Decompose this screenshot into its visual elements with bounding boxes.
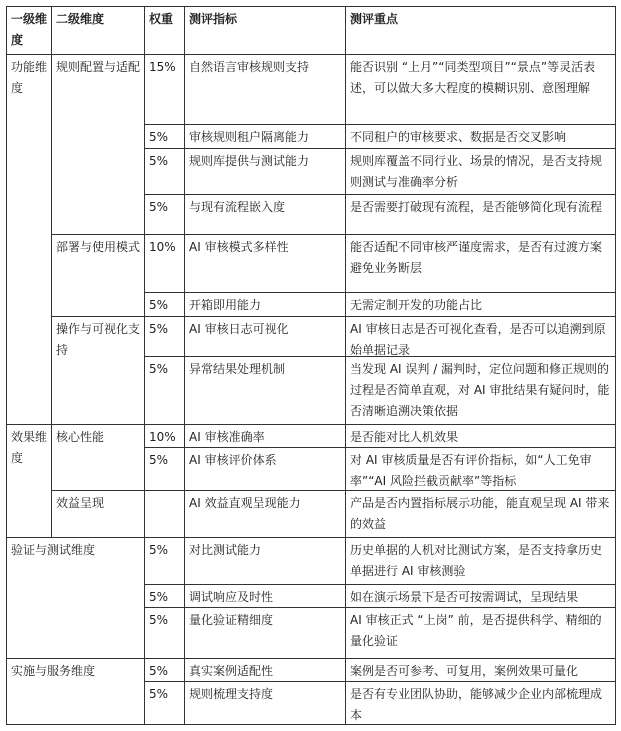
focus-cell: 当发现 AI 误判 / 漏判时，定位问题和修正规则的过程是否简单直观，对 AI 审批结果有疑问时，能否清晰追溯决策依据: [345, 356, 616, 425]
focus-cell: 是否需要打破现有流程，是否能够简化现有流程: [345, 194, 616, 235]
level1-cell: 实施与服务维度: [6, 658, 145, 725]
indicator-cell: AI 审核准确率: [184, 424, 346, 448]
level1-cell: 功能维度: [6, 54, 52, 425]
indicator-cell: 对比测试能力: [184, 537, 346, 585]
weight-cell: 10%: [144, 424, 185, 448]
indicator-cell: AI 审核模式多样性: [184, 234, 346, 293]
indicator-cell: 与现有流程嵌入度: [184, 194, 346, 235]
indicator-cell: 真实案例适配性: [184, 658, 346, 682]
weight-cell: 5%: [144, 607, 185, 659]
header-focus: 测评重点: [345, 6, 616, 55]
level1-cell: 验证与测试维度: [6, 537, 145, 659]
weight-cell: 5%: [144, 584, 185, 608]
indicator-cell: AI 审核日志可视化: [184, 316, 346, 357]
focus-cell: 案例是否可参考、可复用，案例效果可量化: [345, 658, 616, 682]
focus-cell: 规则库覆盖不同行业、场景的情况，是否支持规则测试与准确率分析: [345, 148, 616, 195]
weight-cell: 5%: [144, 148, 185, 195]
indicator-cell: AI 审核评价体系: [184, 447, 346, 491]
weight-cell: 5%: [144, 194, 185, 235]
level2-cell: 规则配置与适配: [51, 54, 145, 235]
weight-cell: 5%: [144, 316, 185, 357]
indicator-cell: AI 效益直观呈现能力: [184, 490, 346, 538]
weight-cell: 5%: [144, 124, 185, 149]
focus-cell: 能否适配不同审核严谨度需求，是否有过渡方案避免业务断层: [345, 234, 616, 293]
weight-cell: [144, 490, 185, 538]
level2-cell: 效益呈现: [51, 490, 145, 538]
indicator-cell: 审核规则租户隔离能力: [184, 124, 346, 149]
evaluation-table: [6, 6, 615, 724]
indicator-cell: 规则梳理支持度: [184, 681, 346, 725]
focus-cell: 无需定制开发的功能占比: [345, 292, 616, 317]
focus-cell: 如在演示场景下是否可按需调试，呈现结果: [345, 584, 616, 608]
focus-cell: AI 审核日志是否可视化查看，是否可以追溯到原始单据记录: [345, 316, 616, 357]
weight-cell: 5%: [144, 658, 185, 682]
indicator-cell: 量化验证精细度: [184, 607, 346, 659]
weight-cell: 5%: [144, 292, 185, 317]
header-weight: 权重: [144, 6, 185, 55]
weight-cell: 5%: [144, 681, 185, 725]
weight-cell: 15%: [144, 54, 185, 125]
indicator-cell: 自然语言审核规则支持: [184, 54, 346, 125]
header-level1: 一级维度: [6, 6, 52, 55]
focus-cell: AI 审核正式 “上岗” 前，是否提供科学、精细的量化验证: [345, 607, 616, 659]
focus-cell: 对 AI 审核质量是否有评价指标，如“人工免审率”“AI 风险拦截贡献率”等指标: [345, 447, 616, 491]
weight-cell: 5%: [144, 537, 185, 585]
level2-cell: 操作与可视化支持: [51, 316, 145, 425]
level2-cell: 部署与使用模式: [51, 234, 145, 317]
level1-cell: 效果维度: [6, 424, 52, 538]
focus-cell: 产品是否内置指标展示功能，能直观呈现 AI 带来的效益: [345, 490, 616, 538]
focus-cell: 是否能对比人机效果: [345, 424, 616, 448]
indicator-cell: 异常结果处理机制: [184, 356, 346, 425]
header-level2: 二级维度: [51, 6, 145, 55]
focus-cell: 能否识别 “上月”“同类型项目”“景点”等灵活表述，可以做大多大程度的模糊识别、意图理解: [345, 54, 616, 125]
indicator-cell: 开箱即用能力: [184, 292, 346, 317]
weight-cell: 5%: [144, 356, 185, 425]
header-indicator: 测评指标: [184, 6, 346, 55]
focus-cell: 是否有专业团队协助，能够减少企业内部梳理成本: [345, 681, 616, 725]
indicator-cell: 规则库提供与测试能力: [184, 148, 346, 195]
level2-cell: 核心性能: [51, 424, 145, 491]
focus-cell: 历史单据的人机对比测试方案，是否支持拿历史单据进行 AI 审核测验: [345, 537, 616, 585]
focus-cell: 不同租户的审核要求、数据是否交叉影响: [345, 124, 616, 149]
weight-cell: 10%: [144, 234, 185, 293]
indicator-cell: 调试响应及时性: [184, 584, 346, 608]
weight-cell: 5%: [144, 447, 185, 491]
